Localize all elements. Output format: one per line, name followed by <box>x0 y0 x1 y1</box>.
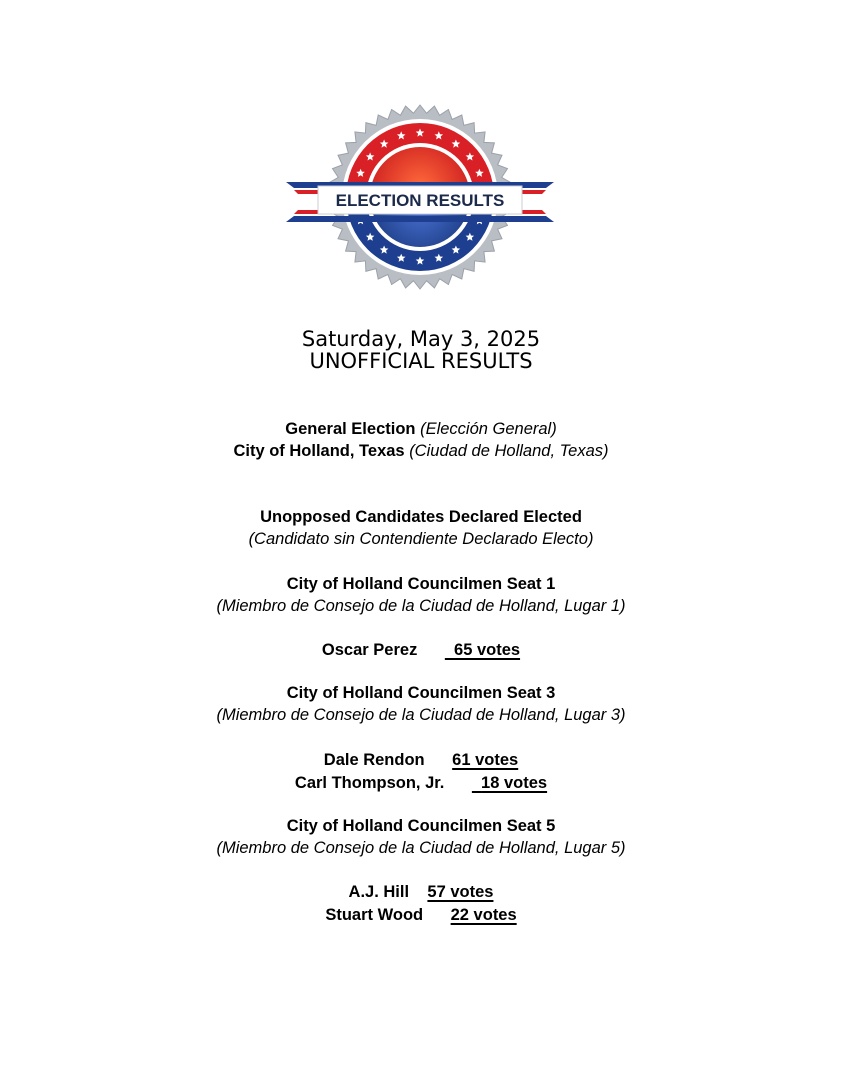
candidate-name: Stuart Wood <box>325 906 424 924</box>
race-seat-1 <box>0 573 842 617</box>
candidate-votes: 18 votes <box>481 774 548 792</box>
candidate-name: Carl Thompson, Jr. <box>294 774 445 792</box>
race-title-es: (Miembro de Consejo de la Ciudad de Holland, Lugar 3) <box>216 706 626 724</box>
candidate-votes: 61 votes <box>452 751 519 769</box>
race-title-es: (Miembro de Consejo de la Ciudad de Holland, Lugar 1) <box>216 597 626 615</box>
race-seat-3 <box>0 682 842 726</box>
election-name-es: (Elección General) <box>420 420 557 438</box>
election-location: City of Holland, Texas <box>233 442 405 460</box>
results-header <box>0 328 842 372</box>
candidate-name: A.J. Hill <box>348 883 410 901</box>
election-date: Saturday, May 3, 2025 <box>301 327 541 351</box>
candidate-votes: 22 votes <box>450 906 517 924</box>
candidate-votes: 57 votes <box>427 883 494 901</box>
candidate-row <box>0 639 842 662</box>
election-badge-icon <box>280 102 560 292</box>
candidate-row <box>0 904 842 927</box>
candidate-row <box>0 772 842 795</box>
race-title: City of Holland Councilmen Seat 1 <box>286 575 556 593</box>
unopposed-title: Unopposed Candidates Declared Elected <box>260 508 582 526</box>
election-results-logo <box>280 102 560 292</box>
candidate-row <box>0 749 842 772</box>
candidate-name: Oscar Perez <box>321 641 418 659</box>
candidate-row <box>0 881 842 904</box>
candidate-name: Dale Rendon <box>323 751 425 769</box>
race-seat-5 <box>0 815 842 859</box>
race-seat-5-results <box>0 881 842 927</box>
race-seat-3-results <box>0 749 842 795</box>
election-info <box>0 418 842 462</box>
logo-label: ELECTION RESULTS <box>335 191 505 210</box>
unopposed-title-es: (Candidato sin Contendiente Declarado Electo) <box>248 530 594 548</box>
race-seat-1-results <box>0 639 842 662</box>
race-title: City of Holland Councilmen Seat 3 <box>286 684 556 702</box>
candidate-votes: 65 votes <box>454 641 521 659</box>
race-title: City of Holland Councilmen Seat 5 <box>286 817 556 835</box>
results-status: UNOFFICIAL RESULTS <box>309 349 533 373</box>
race-title-es: (Miembro de Consejo de la Ciudad de Holland, Lugar 5) <box>216 839 626 857</box>
election-location-es: (Ciudad de Holland, Texas) <box>409 442 609 460</box>
unopposed-section <box>0 506 842 550</box>
election-name: General Election <box>285 420 416 438</box>
